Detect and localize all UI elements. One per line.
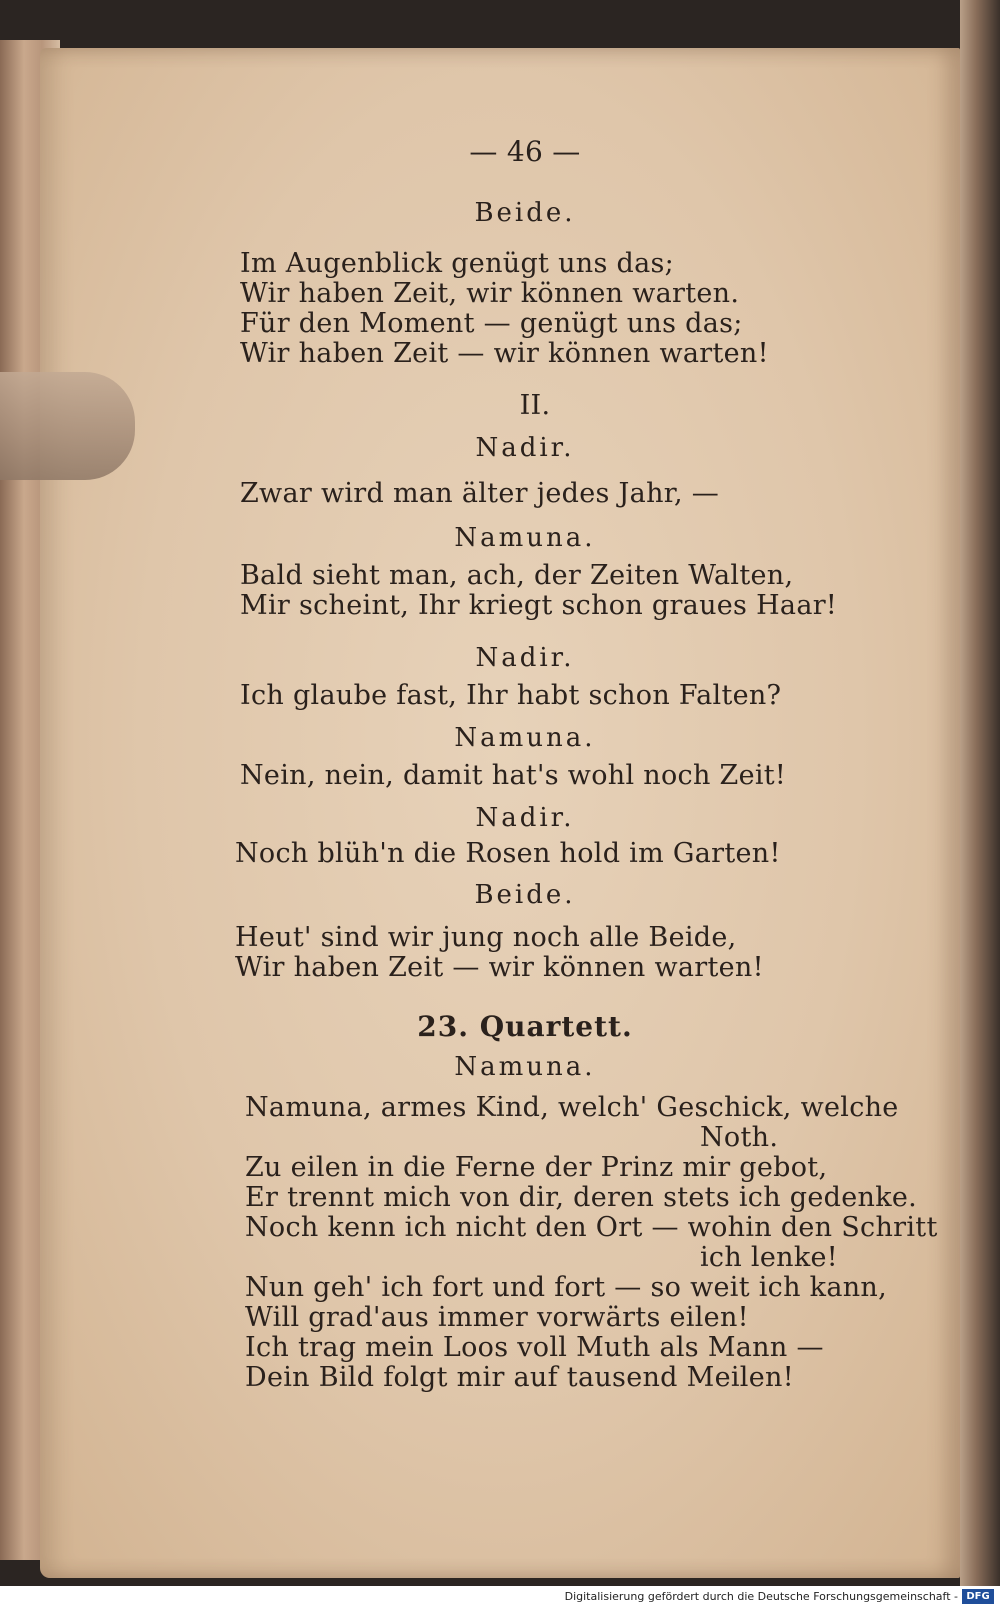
verse-line: Will grad'aus immer vorwärts eilen! [245, 1302, 749, 1333]
verse-line: Er trennt mich von dir, deren stets ich gedenke. [245, 1182, 918, 1213]
speaker-label: Namuna. [454, 1052, 596, 1082]
verse-line: Dein Bild folgt mir auf tausend Meilen! [245, 1362, 794, 1393]
verse-line: Ich trag mein Loos voll Muth als Mann — [245, 1332, 824, 1363]
verse-line: Für den Moment — genügt uns das; [240, 308, 743, 339]
verse-line: ich lenke! [700, 1242, 838, 1273]
verse-line: Mir scheint, Ihr kriegt schon graues Haar! [240, 590, 838, 621]
verse-line: Wir haben Zeit — wir können warten! [240, 338, 769, 369]
verse-line: Zwar wird man älter jedes Jahr, — [240, 478, 720, 509]
verse-line: Namuna, armes Kind, welch' Geschick, welche [245, 1092, 899, 1123]
verse-line: Noch blüh'n die Rosen hold im Garten! [235, 838, 781, 869]
speaker-label: Namuna. [454, 523, 596, 553]
digitization-footer [0, 1586, 1000, 1607]
verse-line: Bald sieht man, ach, der Zeiten Walten, [240, 560, 794, 591]
verse-line: Zu eilen in die Ferne der Prinz mir gebot, [245, 1152, 828, 1183]
page-number: — 46 — [469, 135, 581, 168]
verse-line: Im Augenblick genügt uns das; [240, 248, 675, 279]
footer-credit: Digitalisierung gefördert durch die Deutsche Forschungsgemeinschaft - [564, 1590, 958, 1603]
verse-line: Nun geh' ich fort und fort — so weit ich kann, [245, 1272, 887, 1303]
verse-line: Wir haben Zeit, wir können warten. [240, 278, 740, 309]
speaker-label: Beide. [474, 880, 576, 910]
speaker-label: Nadir. [475, 433, 575, 463]
speaker-label: Nadir. [475, 643, 575, 673]
verse-line: Nein, nein, damit hat's wohl noch Zeit! [240, 760, 787, 791]
section-heading: 23. Quartett. [417, 1010, 633, 1043]
verse-line: Noth. [700, 1122, 779, 1153]
section-numeral: II. [519, 390, 551, 421]
verse-line: Ich glaube fast, Ihr habt schon Falten? [240, 680, 782, 711]
speaker-label: Nadir. [475, 803, 575, 833]
speaker-label: Beide. [474, 198, 576, 228]
verse-line: Noch kenn ich nicht den Ort — wohin den Schritt [245, 1212, 938, 1243]
verse-line: Wir haben Zeit — wir können warten! [235, 952, 764, 983]
dfg-logo: DFG [962, 1589, 994, 1604]
speaker-label: Namuna. [454, 723, 596, 753]
verse-line: Heut' sind wir jung noch alle Beide, [235, 922, 737, 953]
